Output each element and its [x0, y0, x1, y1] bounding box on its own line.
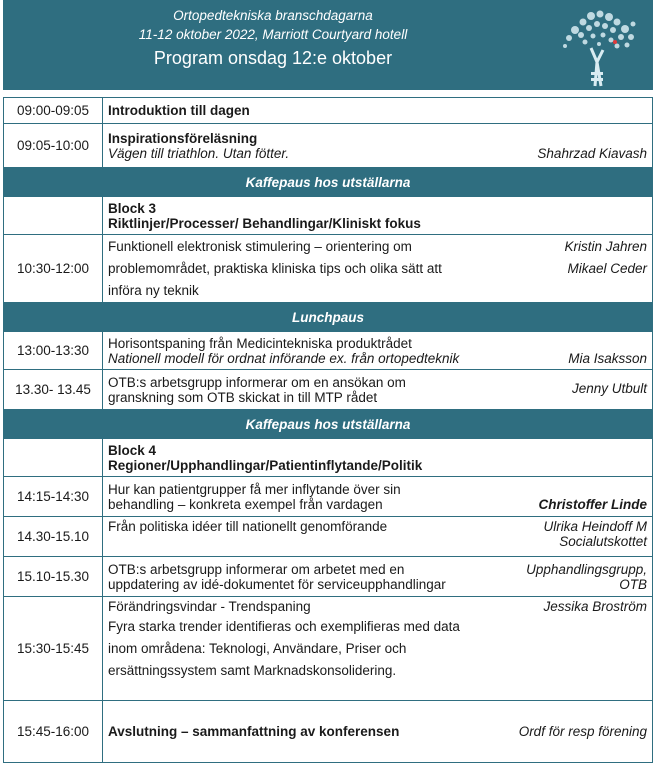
table-row [4, 597, 653, 701]
program-title: Program onsdag 12:e oktober [153, 48, 393, 68]
table-row [4, 98, 653, 124]
session-subtitle: Vägen till triathlon. Utan fötter. [108, 145, 290, 161]
session-description [108, 562, 446, 592]
row-content [103, 124, 653, 168]
speaker-name: Kristin Jahren [564, 238, 647, 254]
speaker-list [564, 236, 647, 280]
program-table [3, 97, 653, 763]
session-subtitle: Nationell modell för ordnat införande ex. från ortopedteknik [108, 350, 460, 366]
speaker-name: Ordf för resp förening [518, 724, 647, 739]
row-time: 14.30-15.10 [4, 517, 103, 557]
event-name: Ortopedtekniska branschdagarna [173, 8, 373, 23]
description-line: inom områdena: Teknologi, Användare, Priser och [108, 641, 407, 656]
break-band [4, 168, 653, 197]
speaker-list [543, 519, 647, 549]
speaker-name: Jenny Utbult [571, 380, 647, 396]
table-row [4, 370, 653, 410]
table-row [4, 197, 653, 235]
table-row [4, 701, 653, 763]
description-line: granskning som OTB skickat in till MTP rådet [108, 389, 378, 405]
row-content [103, 235, 653, 303]
block-number: Block 3 [108, 200, 157, 216]
table-row [4, 517, 653, 557]
speaker-name: Mikael Ceder [567, 260, 647, 276]
session-title: Introduktion till dagen [108, 103, 250, 118]
row-time: 13:00-13:30 [4, 332, 103, 370]
session-description [108, 616, 647, 682]
description-line: problemområdet, praktiska kliniska tips och olika sätt att [108, 260, 442, 276]
block-heading [103, 439, 653, 477]
table-row [4, 235, 653, 303]
description-line: OTB:s arbetsgrupp informerar om en ansökan om [108, 374, 406, 390]
block-number: Block 4 [108, 442, 157, 458]
row-content [103, 477, 653, 517]
row-time: 15.10-15.30 [4, 557, 103, 597]
description-line: Funktionell elektronisk stimulering – orientering om [108, 238, 412, 254]
description-line: Hur kan patientgrupper få mer inflytande över sin [108, 481, 401, 497]
row-content [103, 517, 653, 557]
session-title: Avslutning – sammanfattning av konferensen [108, 724, 400, 739]
block-heading [103, 197, 653, 235]
session-description [108, 236, 442, 302]
tree-logo-icon [545, 2, 645, 88]
session-title: Horisontspaning från Medicintekniska produktrådet [108, 335, 412, 351]
row-content [103, 332, 653, 370]
session-title: Förändringsvindar - Trendspaning [108, 599, 311, 614]
table-row [4, 477, 653, 517]
description-line: uppdatering av idé-dokumentet för serviceupphandlingar [108, 576, 446, 592]
break-label: Kaffepaus hos utställarna [4, 168, 653, 197]
speaker-name: Socialutskottet [559, 534, 647, 549]
description-line: Från politiska idéer till nationellt genomförande [108, 519, 388, 534]
row-time-empty [4, 439, 103, 477]
row-content [103, 597, 653, 701]
break-label: Kaffepaus hos utställarna [4, 410, 653, 439]
break-label: Lunchpaus [4, 303, 653, 332]
row-time: 14:15-14:30 [4, 477, 103, 517]
table-row [4, 557, 653, 597]
row-time-empty [4, 197, 103, 235]
event-date-venue: 11-12 oktober 2022, Marriott Courtyard hotell [138, 27, 408, 42]
program-header [3, 0, 653, 90]
table-row [4, 124, 653, 168]
row-content [103, 98, 653, 124]
description-line: ersättningssystem samt Marknadskonsolidering. [108, 663, 397, 678]
speaker-name: Shahrzad Kiavash [537, 145, 647, 161]
block-theme: Regioner/Upphandlingar/Patientinflytande/Politik [108, 457, 423, 473]
speaker-name: Jessika Broström [543, 599, 647, 614]
description-line: Fyra starka trender identifieras och exemplifieras med data [108, 619, 460, 634]
session-title: Inspirationsföreläsning [108, 130, 258, 146]
block-theme: Riktlinjer/Processer/ Behandlingar/Kliniskt fokus [108, 215, 421, 231]
speaker-name: Ulrika Heindoff M [543, 519, 647, 534]
row-content [103, 370, 653, 410]
row-time: 13.30- 13.45 [4, 370, 103, 410]
speaker-list [526, 562, 647, 592]
speaker-name: Christoffer Linde [538, 496, 647, 512]
row-time: 09:05-10:00 [4, 124, 103, 168]
break-band [4, 410, 653, 439]
description-line: införa ny teknik [108, 282, 199, 298]
break-band [4, 303, 653, 332]
description-line: behandling – konkreta exempel från vardagen [108, 496, 383, 512]
row-content [103, 701, 653, 763]
speaker-name: Upphandlingsgrupp, [526, 561, 647, 577]
row-content [103, 557, 653, 597]
table-row [4, 439, 653, 477]
row-time: 09:00-09:05 [4, 98, 103, 124]
table-row [4, 332, 653, 370]
speaker-name: OTB [619, 576, 647, 592]
row-time: 15:45-16:00 [4, 701, 103, 763]
row-time: 15:30-15:45 [4, 597, 103, 701]
speaker-name: Mia Isaksson [568, 350, 647, 366]
row-time: 10:30-12:00 [4, 235, 103, 303]
description-line: OTB:s arbetsgrupp informerar om arbetet med en [108, 561, 405, 577]
